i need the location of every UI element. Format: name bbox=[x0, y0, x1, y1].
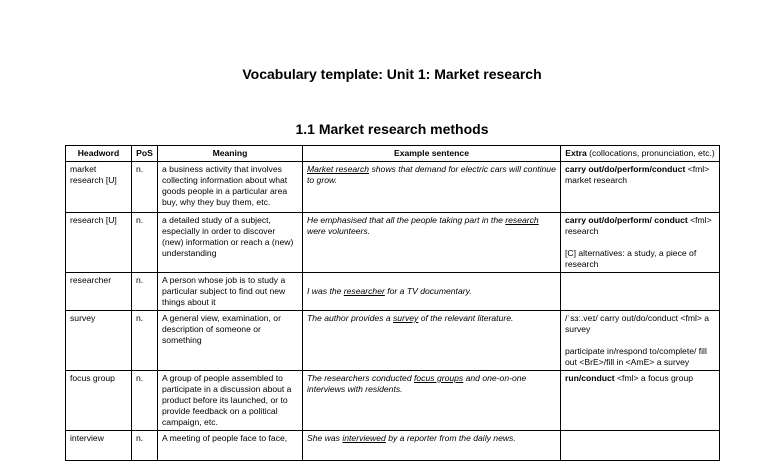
headword-cell: researcher bbox=[66, 273, 132, 311]
example-cell bbox=[303, 273, 561, 311]
pos-cell: n. bbox=[132, 371, 158, 431]
example-term: survey bbox=[393, 313, 419, 323]
extra-collocation-bold: carry out/do/perform/conduct bbox=[565, 164, 686, 174]
header-extra-note: (collocations, pronunciation, etc.) bbox=[586, 148, 715, 158]
example-pre: The researchers conducted bbox=[307, 373, 415, 383]
meaning-cell: A person whose job is to study a particular subject to find out new things about it bbox=[158, 273, 303, 311]
example-pre: He emphasised that all the people taking part in the bbox=[307, 215, 506, 225]
vocabulary-table bbox=[65, 145, 720, 461]
example-cell bbox=[303, 213, 561, 273]
pos-cell: n. bbox=[132, 311, 158, 371]
example-cell bbox=[303, 162, 561, 213]
meaning-cell: A general view, examination, or description of someone or something bbox=[158, 311, 303, 371]
extra-pronunciation-collocation: /ˈsɜː.veɪ/ carry out/do/conduct <fml> a survey bbox=[565, 313, 710, 334]
extra-cell bbox=[561, 273, 720, 311]
headword-cell: market research [U] bbox=[66, 162, 132, 213]
meaning-cell: a business activity that involves collecting information about what goods people in a particular area buy, why they buy them, etc. bbox=[158, 162, 303, 213]
table-row bbox=[66, 371, 720, 431]
example-post: of the relevant literature. bbox=[418, 313, 514, 323]
headword-cell: research [U] bbox=[66, 213, 132, 273]
example-term: Market research bbox=[307, 164, 370, 174]
extra-cell bbox=[561, 213, 720, 273]
example-post: by a reporter from the daily news. bbox=[385, 433, 516, 443]
meaning-cell: A group of people assembled to participate in a discussion about a product before its launched, or to provide feedback on a political campaign, etc. bbox=[158, 371, 303, 431]
header-example: Example sentence bbox=[303, 146, 561, 162]
example-pre: She was bbox=[307, 433, 343, 443]
extra-collocation-bold: carry out/do/perform/ conduct bbox=[565, 215, 688, 225]
example-term: researcher bbox=[343, 286, 385, 296]
example-cell bbox=[303, 431, 561, 461]
extra-cell bbox=[561, 162, 720, 213]
example-cell bbox=[303, 371, 561, 431]
header-pos: PoS bbox=[132, 146, 158, 162]
example-post: shows that demand for electric cars will continue to grow. bbox=[307, 164, 556, 185]
header-extra bbox=[561, 146, 720, 162]
example-term: interviewed bbox=[342, 433, 386, 443]
table-row bbox=[66, 311, 720, 371]
example-post: were volunteers. bbox=[307, 226, 371, 236]
extra-collocation-bold: run/conduct bbox=[565, 373, 615, 383]
example-term: research bbox=[505, 215, 539, 225]
pos-cell: n. bbox=[132, 162, 158, 213]
extra-collocation-text: <fml> research bbox=[565, 215, 712, 236]
pos-cell: n. bbox=[132, 431, 158, 461]
example-term: focus groups bbox=[414, 373, 464, 383]
section-title: 1.1 Market research methods bbox=[295, 121, 489, 137]
extra-cell bbox=[561, 431, 720, 461]
headword-cell: focus group bbox=[66, 371, 132, 431]
extra-alternatives: [C] alternatives: a study, a piece of research bbox=[565, 248, 697, 269]
header-meaning: Meaning bbox=[158, 146, 303, 162]
headword-cell: interview bbox=[66, 431, 132, 461]
example-post: for a TV documentary. bbox=[384, 286, 472, 296]
document-title: Vocabulary template: Unit 1: Market research bbox=[242, 66, 542, 82]
header-headword: Headword bbox=[66, 146, 132, 162]
example-pre: I was the bbox=[307, 286, 344, 296]
example-post: and one-on-one interviews with residents. bbox=[307, 373, 527, 394]
table-header-row bbox=[66, 146, 720, 162]
extra-collocation-text: <fml> a focus group bbox=[614, 373, 693, 383]
extra-collocation-text: <fml> market research bbox=[565, 164, 710, 185]
table-row bbox=[66, 213, 720, 273]
extra-cell bbox=[561, 371, 720, 431]
table-row bbox=[66, 162, 720, 213]
example-pre: The author provides a bbox=[307, 313, 393, 323]
meaning-cell: A meeting of people face to face, bbox=[158, 431, 303, 461]
header-extra-label: Extra bbox=[565, 148, 587, 158]
example-cell bbox=[303, 311, 561, 371]
pos-cell: n. bbox=[132, 273, 158, 311]
pos-cell: n. bbox=[132, 213, 158, 273]
extra-collocation-more: participate in/respond to/complete/ fill out <BrE>/fill in <AmE> a survey bbox=[565, 346, 707, 367]
headword-cell: survey bbox=[66, 311, 132, 371]
table-row bbox=[66, 431, 720, 461]
extra-cell bbox=[561, 311, 720, 371]
meaning-cell: a detailed study of a subject, especially in order to discover (new) information or reach a (new) understanding bbox=[158, 213, 303, 273]
table-row bbox=[66, 273, 720, 311]
